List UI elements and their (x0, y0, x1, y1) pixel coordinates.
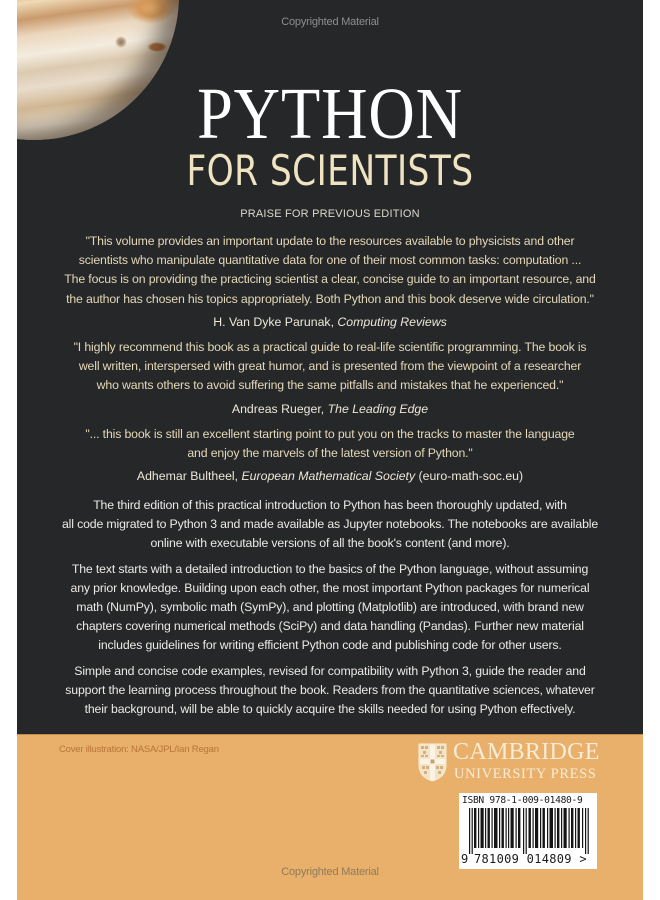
description-paragraph-3 (37, 662, 623, 720)
quote-line: scientists who manipulate quantitative data for one of their most common tasks: computation ... (78, 253, 582, 268)
quote-source: European Mathematical Society (241, 469, 416, 484)
ean-digits: 781009 014809 > (474, 852, 587, 866)
quote-line: The focus is on providing the practicing scientist a clear, concise guide to an important resource, and (64, 272, 596, 287)
quote-author: Andreas Rueger, (231, 401, 328, 416)
quote-text (37, 425, 623, 463)
cover-illustration-credit: Cover illustration: NASA/JPL/Ian Regan (59, 744, 219, 755)
description-line: online with executable versions of all the book's content (and more). (150, 536, 510, 551)
quote-line: "... this book is still an excellent starting point to put you on the tracks to master the language (85, 427, 575, 441)
quote-source: The Leading Edge (327, 401, 429, 416)
description-line: The third edition of this practical introduction to Python has been thoroughly updated, with (93, 498, 567, 512)
quote-line: "This volume provides an important update to the resources available to physicists and other (85, 234, 575, 248)
quote-line: and enjoy the marvels of the latest version of Python." (187, 446, 473, 461)
quote-line: who wants others to avoid suffering the same pitfalls and mistakes that he experienced." (96, 378, 564, 393)
description-line: support the learning process throughout the book. Readers from the quantitative sciences, whatever (65, 682, 595, 697)
praise-quote-3 (37, 425, 623, 486)
quote-line: the author has chosen his topics appropriately. Both Python and this book deserve wide circulation." (66, 291, 594, 306)
description-line: The text starts with a detailed introduction to the basics of the Python language, without assuming (71, 561, 589, 576)
praise-quote-2 (37, 338, 623, 419)
publisher-name: CAMBRIDGE (453, 739, 600, 765)
description-line: Simple and concise code examples, revised for compatibility with Python 3, guide the reader and (74, 663, 586, 678)
barcode-bars (469, 808, 589, 854)
quote-line: well written, interspersed with great humor, and is presented from the viewpoint of a researcher (78, 359, 582, 374)
quote-text (37, 338, 623, 396)
book-back-cover (17, 0, 643, 900)
isbn-barcode (459, 793, 597, 869)
quote-source-url: (euro-math-soc.eu) (415, 469, 524, 484)
isbn-label: ISBN 978-1-009-01480-9 (462, 795, 583, 806)
book-title: PYTHON (197, 73, 463, 154)
ean-first-digit: 9 (461, 852, 469, 866)
quote-text (37, 232, 623, 309)
quote-source: Computing Reviews (337, 314, 447, 329)
quote-author: H. Van Dyke Parunak, (213, 314, 338, 329)
description-line: chapters covering numerical methods (SciPy) and data handling (Pandas). Further new material (76, 619, 584, 634)
description-paragraph-2 (37, 560, 623, 656)
quote-attribution (37, 400, 623, 419)
quote-author: Adhemar Bultheel, (136, 469, 242, 484)
book-description (37, 496, 623, 725)
description-line: any prior knowledge. Building upon each other, the most important Python packages for numerical (70, 580, 590, 595)
description-line: includes guidelines for writing efficient Python code and publishing code for other users. (98, 638, 562, 653)
praise-quote-1 (37, 232, 623, 332)
quote-attribution (37, 313, 623, 332)
description-line: their background, will be able to quickly acquire the skills needed for using Python effectively. (84, 702, 576, 717)
copyright-watermark-bottom: Copyrighted Material (281, 866, 379, 878)
quote-line: "I highly recommend this book as a practical guide to real-life scientific programming. The book is (73, 340, 587, 354)
cambridge-crest-icon (418, 743, 447, 782)
quote-attribution (37, 467, 623, 486)
copyright-watermark-top: Copyrighted Material (281, 16, 379, 28)
description-line: math (NumPy), symbolic math (SymPy), and plotting (Matplotlib) are introduced, with brand new (76, 600, 584, 615)
publisher-subname: UNIVERSITY PRESS (454, 766, 597, 782)
description-line: all code migrated to Python 3 and made available as Jupyter notebooks. The notebooks are available (61, 517, 599, 532)
book-subtitle: FOR SCIENTISTS (186, 146, 474, 195)
description-paragraph-1 (37, 496, 623, 554)
praise-heading: PRAISE FOR PREVIOUS EDITION (240, 208, 420, 220)
cover-footer (17, 734, 643, 900)
